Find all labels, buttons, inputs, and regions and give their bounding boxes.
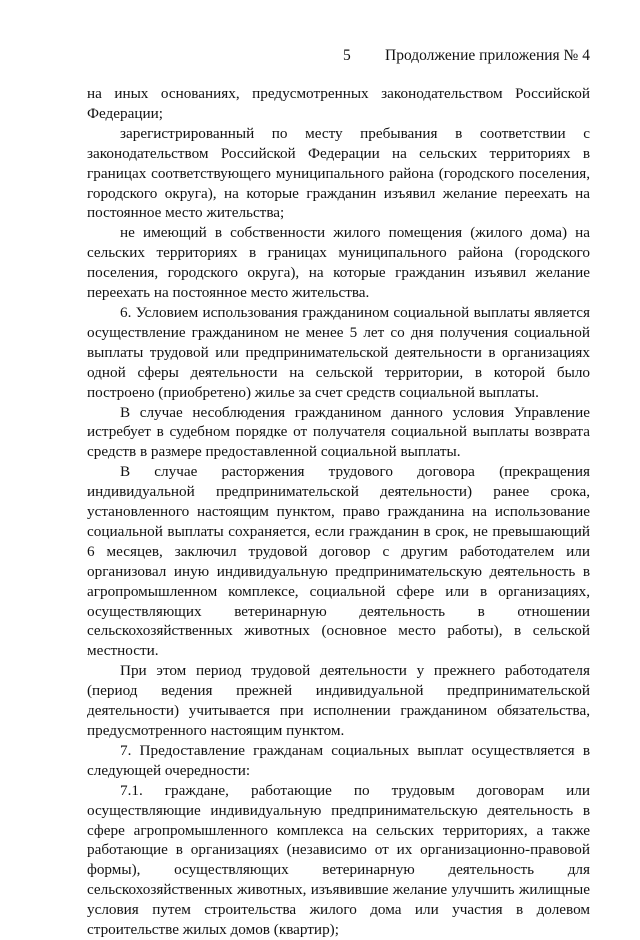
document-body — [87, 84, 590, 940]
paragraph: 7.1. граждане, работающие по трудовым договорам или осуществляющие индивидуальную предпринимательскую деятельность в сфере агропромышленного комплекса на сельских территориях, а также работающие в организациях (независимо от их организационно-правовой формы), осуществляющих ветеринарную деятельность для сельскохозяйственных животных, изъявившие желание улучшить жилищные условия путем строительства жилого дома или участия в долевом строительстве жилых домов (квартир); — [87, 781, 590, 939]
paragraph: на иных основаниях, предусмотренных законодательством Российской Федерации; — [87, 85, 590, 122]
paragraph: не имеющий в собственности жилого помещения (жилого дома) на сельских территориях в границах муниципального района (городского поселения, городского округа), на которые гражданин изъявил желание переехать на постоянное место жительства. — [87, 224, 590, 302]
paragraph: 7. Предоставление гражданам социальных выплат осуществляется в следующей очередности: — [87, 741, 590, 779]
paragraph: 6. Условием использования гражданином социальной выплаты является осуществление гражданином не менее 5 лет со дня получения социальной выплаты трудовой или предпринимательской деятельности в организациях одной сферы деятельности на сельской территории, в которой было построено (приобретено) жилье за счет средств социальной выплаты. — [87, 303, 590, 401]
page-header — [0, 46, 640, 66]
paragraph: В случае расторжения трудового договора (прекращения индивидуальной предпринимательской деятельности) ранее срока, установленного настоящим пунктом, право гражданина на использование социальной выплаты сохраняется, если гражданин в срок, не превышающий 6 месяцев, заключил трудовой договор с другим работодателем или организовал иную индивидуальную предпринимательскую деятельность в агропромышленном комплексе, социальной сфере или в организациях, осуществляющих ветеринарную деятельность в отношении сельскохозяйственных животных (основное место работы), в сельской местности. — [87, 463, 590, 660]
paragraph: В случае несоблюдения гражданином данного условия Управление истребует в судебном порядке от получателя социальной выплаты возврата средств в размере предоставленной социальной выплаты. — [87, 403, 590, 461]
appendix-continuation-title: Продолжение приложения № 4 — [385, 47, 590, 64]
page-number: 5 — [343, 47, 351, 64]
paragraph: зарегистрированный по месту пребывания в соответствии с законодательством Российской Федерации на сельских территориях в границах соответствующего муниципального района (городского поселения, городского округа), на которые гражданин изъявил желание переехать на постоянное место жительства; — [87, 124, 590, 222]
paragraph: При этом период трудовой деятельности у прежнего работодателя (период ведения прежней индивидуальной предпринимательской деятельности) учитывается при исполнении гражданином обязательства, предусмотренного настоящим пунктом. — [87, 662, 590, 739]
